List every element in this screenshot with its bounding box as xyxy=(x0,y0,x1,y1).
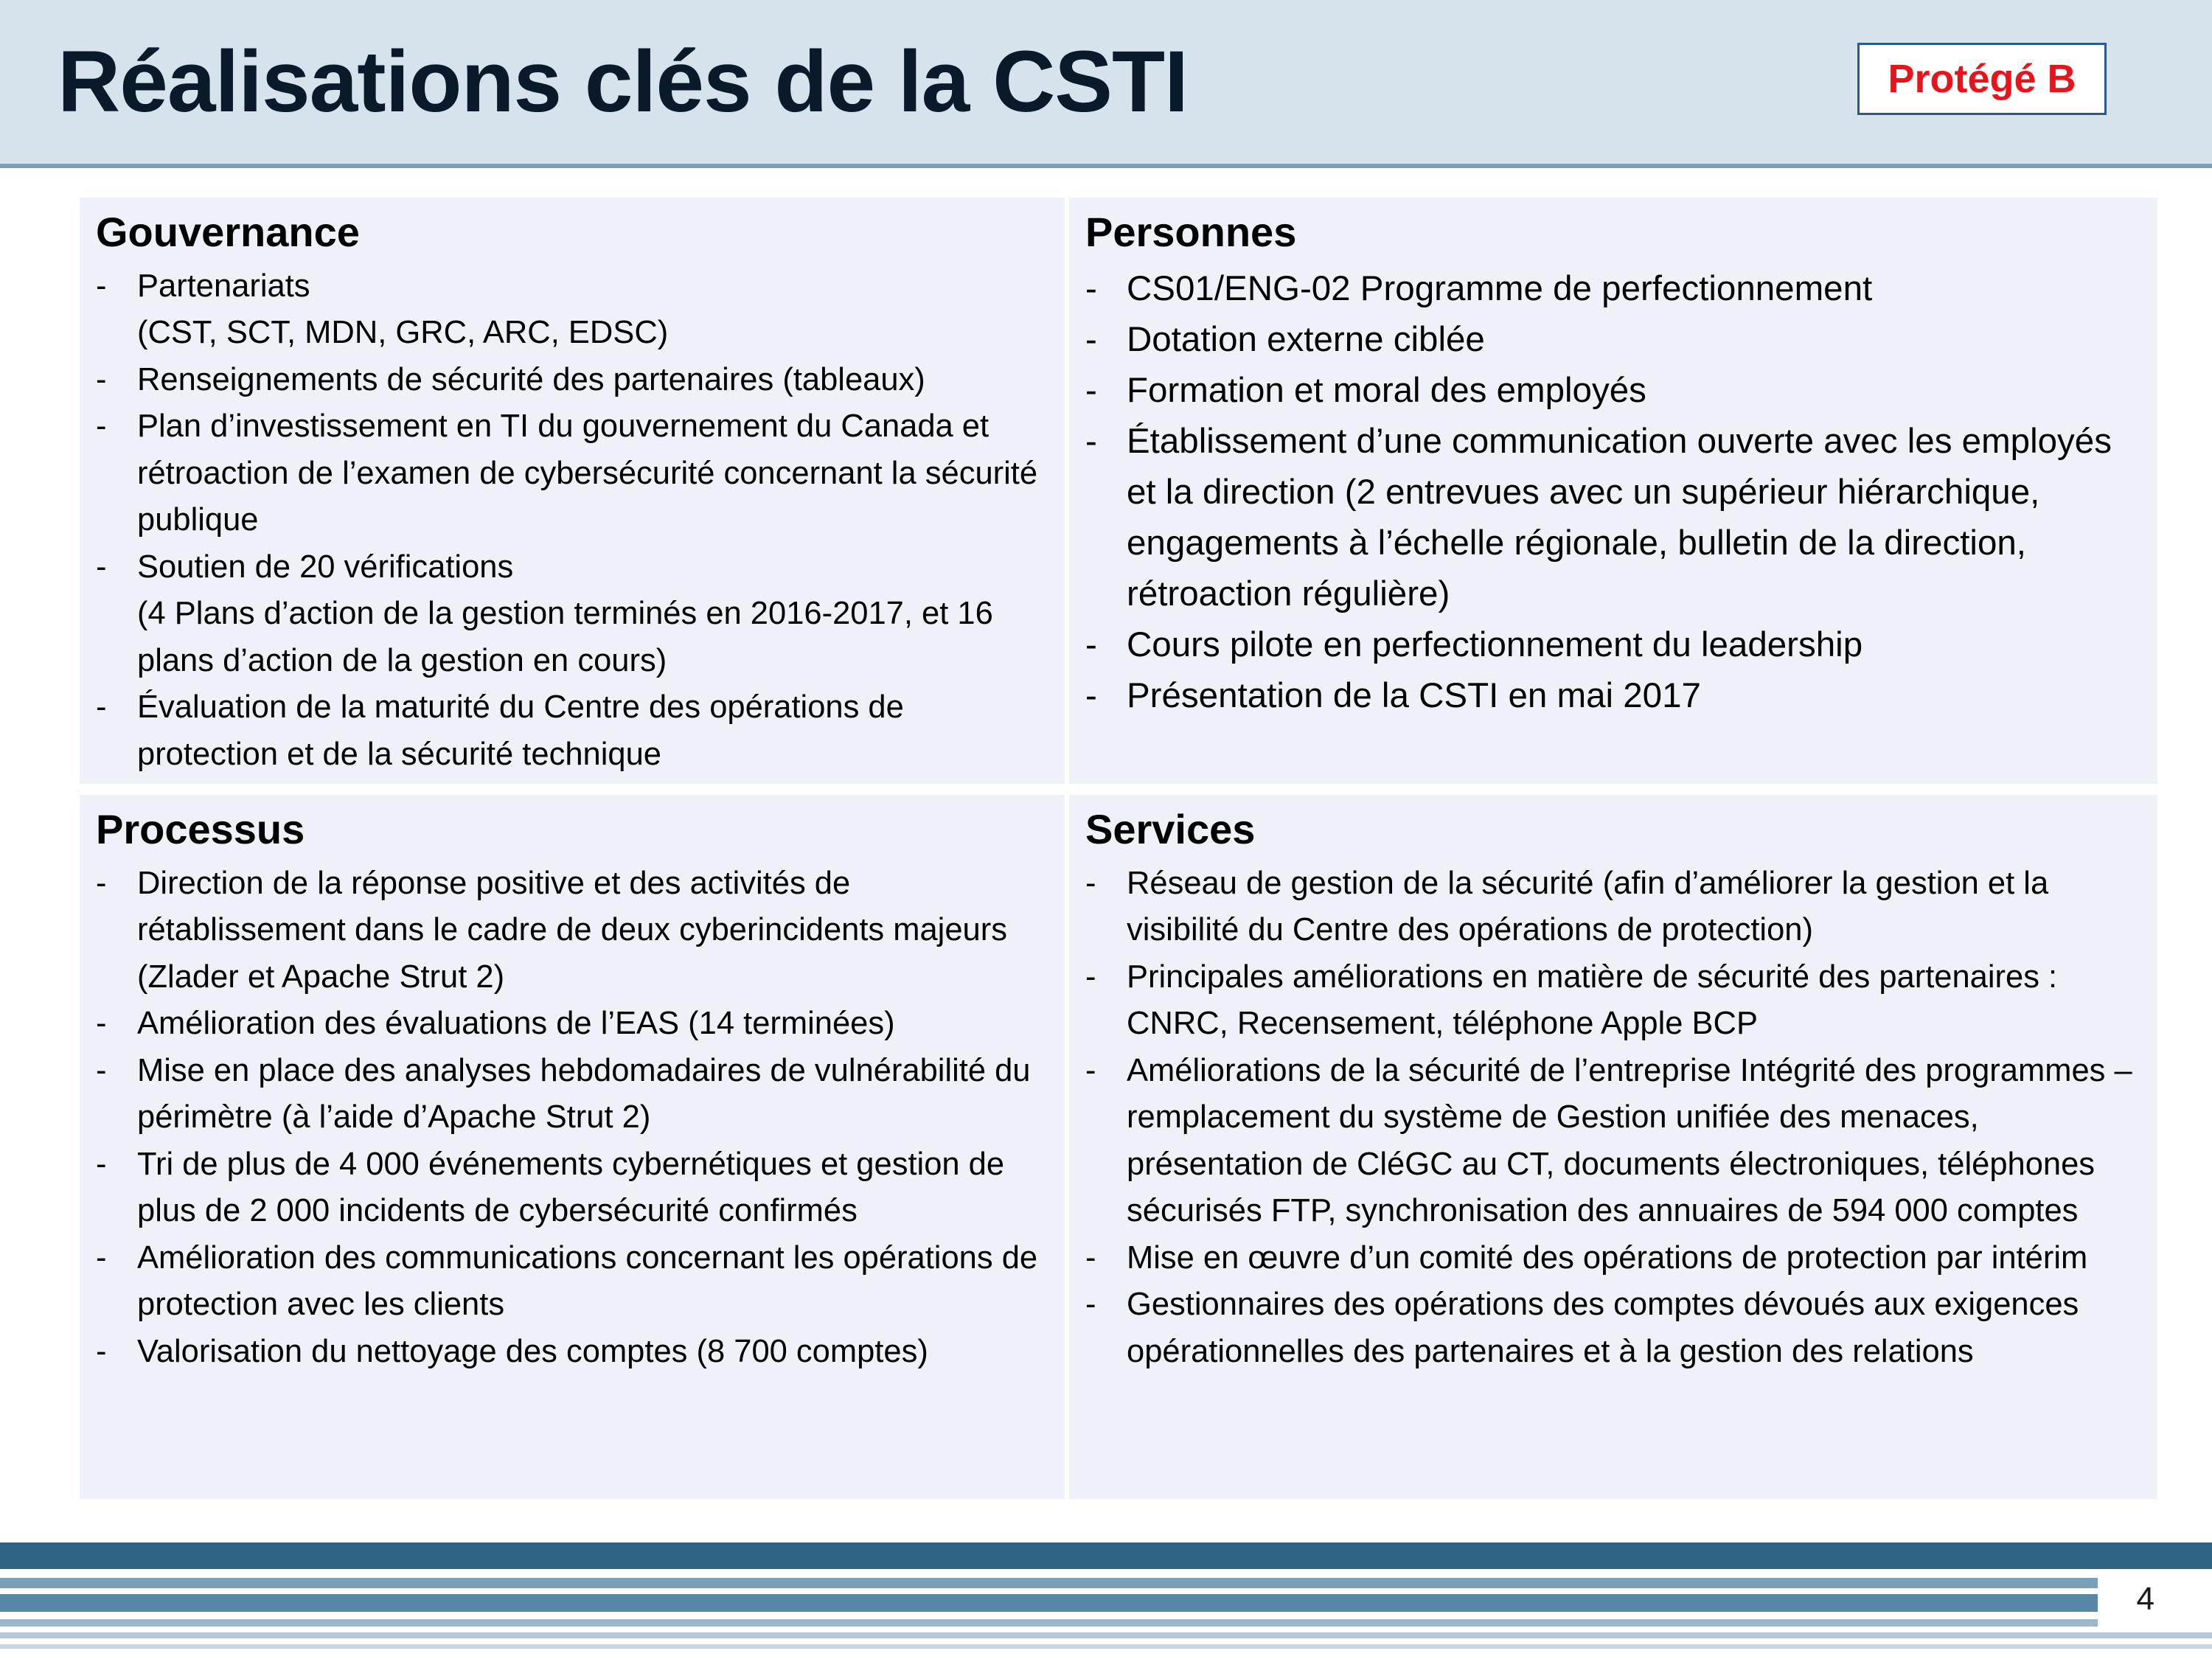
list-item xyxy=(1085,314,2143,365)
list-item xyxy=(1085,365,2143,416)
item-text: Dotation externe ciblée xyxy=(1127,319,1485,359)
item-text: Établissement d’une communication ouverte avec les employés et la direction (2 entrevues avec un supérieur hiérarchique, engagements à l’échelle régionale, bulletin de la direction, rétroaction régulière) xyxy=(1127,421,2112,613)
footer-stripe xyxy=(0,1619,2098,1627)
list-item xyxy=(1085,416,2143,619)
item-text: Soutien de 20 vérifications xyxy=(137,549,514,585)
list-item xyxy=(96,403,1050,544)
item-text: Formation et moral des employés xyxy=(1127,370,1646,410)
item-text: Valorisation du nettoyage des comptes (8 700 comptes) xyxy=(137,1333,928,1369)
item-text: Évaluation de la maturité du Centre des opérations de protection et de la sécurité technique xyxy=(137,689,904,772)
list-item xyxy=(1085,860,2143,954)
item-text: Cours pilote en perfectionnement du leadership xyxy=(1127,625,1863,664)
item-text: Direction de la réponse positive et des activités de rétablissement dans le cadre de deux cyberincidents majeurs xyxy=(137,865,1007,948)
footer-stripe xyxy=(0,1578,2098,1588)
footer-stripe xyxy=(0,1644,2212,1649)
item-text: Amélioration des communications concernant les opérations de protection avec les clients xyxy=(137,1239,1038,1323)
list-item xyxy=(96,1001,1050,1048)
panel-heading: Services xyxy=(1085,806,1256,852)
list-item xyxy=(96,1235,1050,1329)
slide-header xyxy=(0,0,2212,168)
item-subtext: (4 Plans d’action de la gestion terminés en 2016-2017, et 16 plans d’action de la gestion en cours) xyxy=(137,596,993,678)
bullet-list xyxy=(1085,860,2143,1376)
item-text: Amélioration des évaluations de l’EAS (14 terminées) xyxy=(137,1006,895,1042)
list-item xyxy=(96,357,1050,404)
list-item xyxy=(96,1141,1050,1235)
panel-services xyxy=(1069,795,2157,1499)
footer-stripes xyxy=(0,1543,2212,1659)
list-item xyxy=(96,1048,1050,1141)
classification-badge: Protégé B xyxy=(1857,43,2107,115)
slide-title: Réalisations clés de la CSTI xyxy=(58,33,1188,131)
list-item xyxy=(96,1329,1050,1376)
item-text: Renseignements de sécurité des partenaires (tableaux) xyxy=(137,361,925,397)
footer-stripe xyxy=(0,1543,2212,1569)
item-text: CS01/ENG-02 Programme de perfectionnement xyxy=(1127,268,1873,308)
list-item xyxy=(1085,954,2143,1048)
list-item xyxy=(96,860,1050,1001)
panel-people xyxy=(1069,198,2157,784)
item-subtext: (CST, SCT, MDN, GRC, ARC, EDSC) xyxy=(137,315,669,351)
item-text: Tri de plus de 4 000 événements cybernétiques et gestion de plus de 2 000 incidents de cybersécurité confirmés xyxy=(137,1146,1005,1229)
item-text: Mise en œuvre d’un comité des opérations de protection par intérim xyxy=(1127,1239,2088,1276)
bullet-list xyxy=(96,263,1050,779)
item-text: Gestionnaires des opérations des comptes dévoués aux exigences opérationnelles des partenaires et à la gestion des relations xyxy=(1127,1287,2079,1369)
panel-process xyxy=(80,795,1065,1499)
footer-stripe xyxy=(0,1632,2212,1638)
footer-stripe xyxy=(0,1594,2098,1612)
item-text: Plan d’investissement en TI du gouvernement du Canada et rétroaction de l’examen de cybersécurité concernant la sécurité publique xyxy=(137,408,1038,538)
panel-heading: Processus xyxy=(96,806,305,852)
panel-heading: Personnes xyxy=(1085,209,1297,255)
item-text: Présentation de la CSTI en mai 2017 xyxy=(1127,675,1701,715)
list-item xyxy=(96,684,1050,778)
list-item xyxy=(1085,263,2143,314)
item-text: Améliorations de la sécurité de l’entreprise Intégrité des programmes – remplacement du système de Gestion unifiée des menaces, présentation de CléGC au CT, documents électroniques, téléphones sécurisés FTP, synchronisation des annuaires de 594 000 comptes xyxy=(1127,1052,2132,1229)
panel-governance xyxy=(80,198,1065,784)
page-number: 4 xyxy=(2136,1581,2154,1617)
item-subtext: (Zlader et Apache Strut 2) xyxy=(137,959,505,995)
list-item xyxy=(96,263,1050,357)
item-text: Réseau de gestion de la sécurité (afin d’améliorer la gestion et la visibilité du Centre des opérations de protection) xyxy=(1127,865,2049,948)
list-item xyxy=(96,544,1050,685)
item-text: Mise en place des analyses hebdomadaires de vulnérabilité du périmètre (à l’aide d’Apache Strut 2) xyxy=(137,1052,1031,1135)
list-item xyxy=(1085,1281,2143,1375)
list-item xyxy=(1085,1235,2143,1282)
list-item xyxy=(1085,1048,2143,1235)
list-item xyxy=(1085,670,2143,721)
item-text: Partenariats xyxy=(137,268,310,304)
panel-heading: Gouvernance xyxy=(96,209,360,255)
item-text: Principales améliorations en matière de sécurité des partenaires : CNRC, Recensement, téléphone Apple BCP xyxy=(1127,959,2058,1042)
list-item xyxy=(1085,619,2143,670)
bullet-list xyxy=(96,860,1050,1376)
bullet-list xyxy=(1085,263,2143,721)
